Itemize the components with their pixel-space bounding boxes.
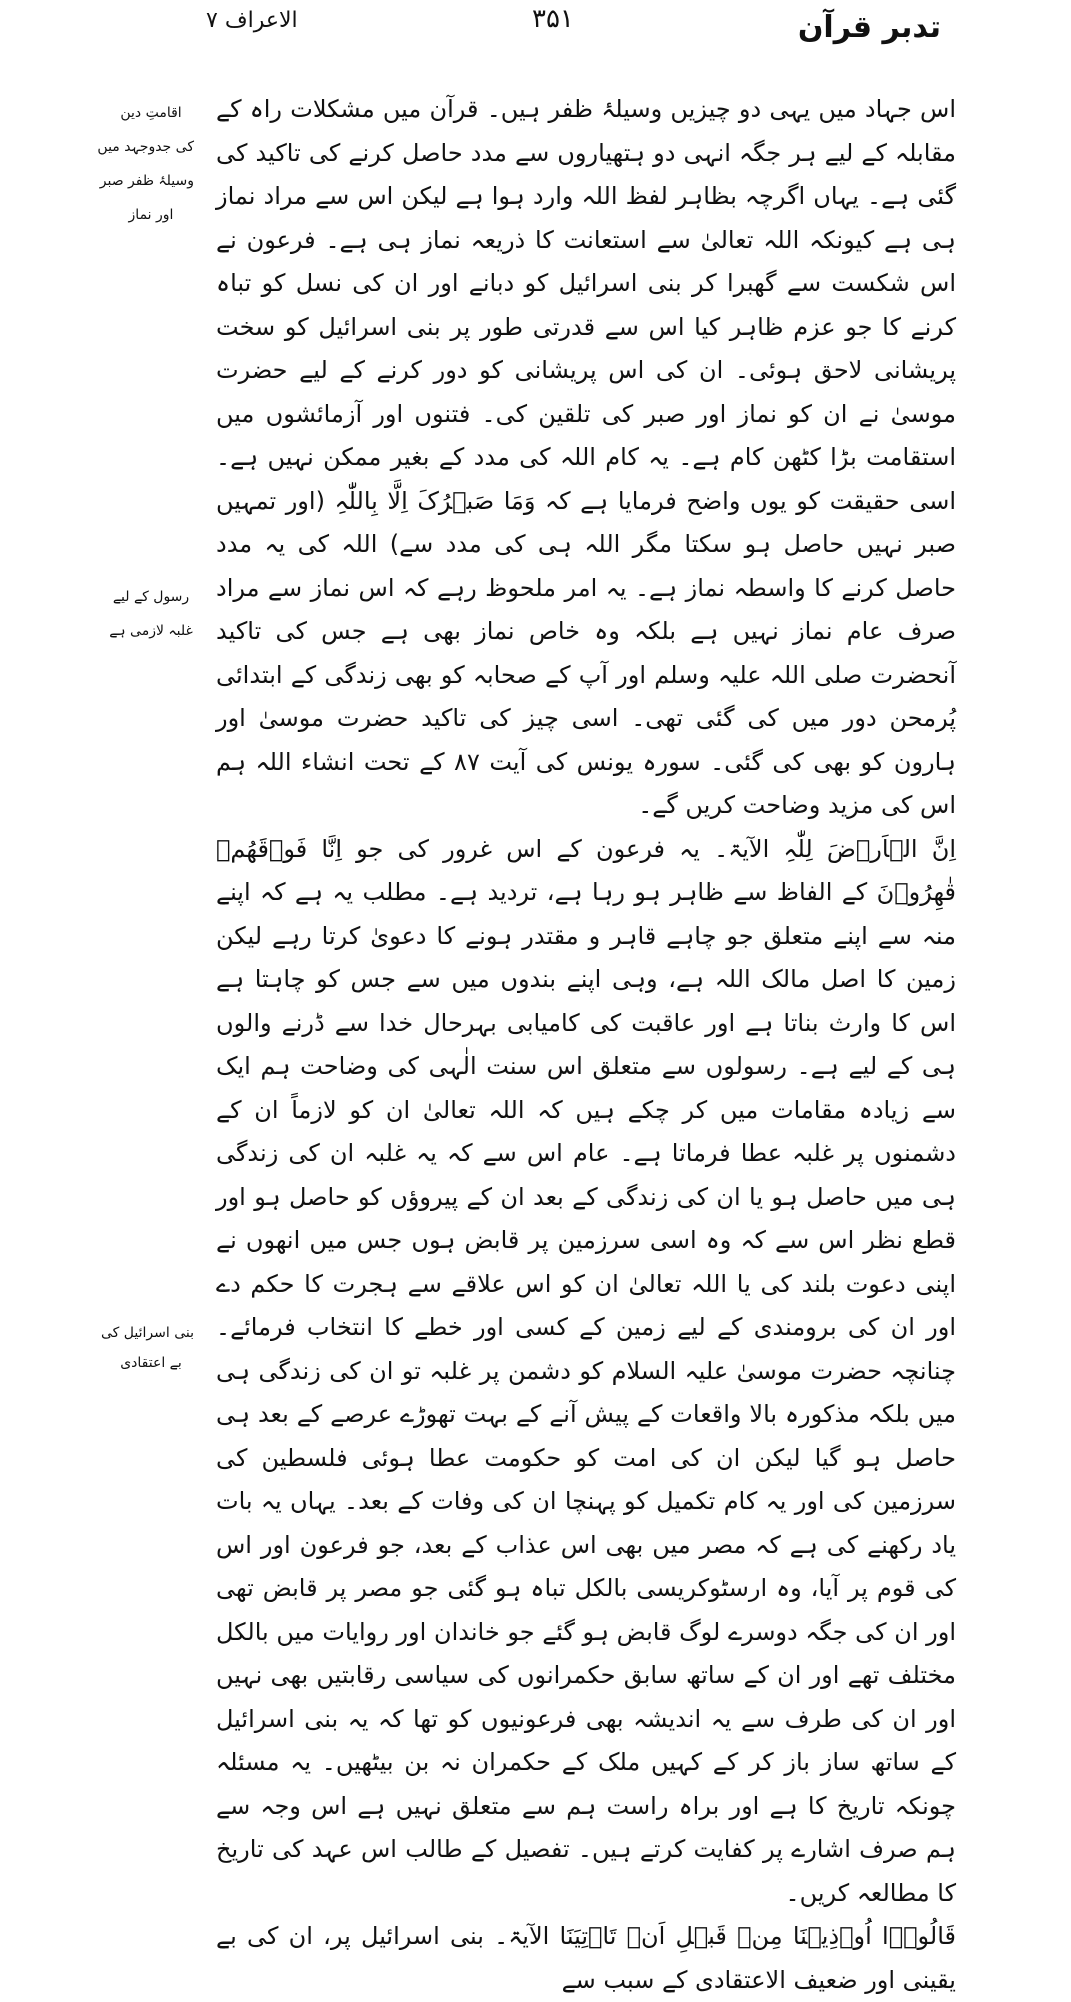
margin-note-line: وسیلۂ ظفر صبر xyxy=(99,173,194,189)
margin-note-line: بنی اسرائیل کی xyxy=(101,1325,194,1341)
margin-note-line: اقامتِ دین xyxy=(120,105,182,121)
margin-note-line: رسول کے لیے xyxy=(112,589,190,605)
margin-note-line: بے اعتقادی xyxy=(120,1355,182,1371)
margin-note-messenger-dominance xyxy=(108,580,194,648)
commentary-text xyxy=(216,88,956,2002)
margin-note-line: اور نماز xyxy=(128,207,174,223)
margin-note-establishing-religion xyxy=(97,96,194,232)
page-number: ۳۵۱ xyxy=(532,4,574,34)
page-header xyxy=(0,0,1071,60)
paragraph: اس جہاد میں یہی دو چیزیں وسیلۂ ظفر ہیں۔ قرآن میں مشکلات راہ کے مقابلہ کے لیے ہر جگہ انہی دو ہتھیاروں سے مدد حاصل کرنے کی تاکید کی گئی ہے۔ یہاں اگرچہ بظاہر لفظ اللہ وارد ہوا ہے لیکن اس سے مراد نماز ہی ہے کیونکہ اللہ تعالیٰ سے استعانت کا ذریعہ نماز ہی ہے۔ فرعون نے اس شکست سے گھبرا کر بنی اسرائیل کو دبانے اور ان کی نسل کو تباہ کرنے کا جو عزم ظاہر کیا اس سے قدرتی طور پر بنی اسرائیل کو سخت پریشانی لاحق ہوئی۔ ان کی اس پریشانی کو دور کرنے کے لیے حضرت موسیٰ نے ان کو نماز اور صبر کی تلقین کی۔ فتنوں اور آزمائشوں میں استقامت بڑا کٹھن کام ہے۔ یہ کام اللہ کی مدد کے بغیر ممکن نہیں ہے۔ اسی حقیقت کو یوں واضح فرمایا ہے کہ وَمَا صَبۡرُکَ اِلَّا بِاللّٰہِ (اور تمہیں صبر نہیں حاصل ہو سکتا مگر اللہ ہی کی مدد سے) اللہ کی یہ مدد حاصل کرنے کا واسطہ نماز ہے۔ یہ امر ملحوظ رہے کہ اس نماز سے مراد صرف عام نماز نہیں ہے بلکہ وہ خاص نماز بھی ہے جس کی تاکید آنحضرت صلی اللہ علیہ وسلم اور آپ کے صحابہ کو بھی زندگی کے ابتدائی پُرمحن دور میں کی گئی تھی۔ اسی چیز کی تاکید حضرت موسیٰ اور ہارون کو بھی کی گئی۔ سورہ یونس کی آیت ۸۷ کے تحت انشاء اللہ ہم اس کی مزید وضاحت کریں گے۔ xyxy=(216,95,956,819)
paragraph: اِنَّ الۡاَرۡضَ لِلّٰہِ الآیۃ۔ یہ فرعون کے اس غرور کی جو اِنَّا فَوۡقَهُمۡ قٰهِرُوۡنَ کے الفاظ سے ظاہر ہو رہا ہے، تردید ہے۔ مطلب یہ ہے کہ اپنے منہ سے اپنے متعلق جو چاہے قاہر و مقتدر ہونے کا دعویٰ کرتا رہے لیکن زمین کا اصل مالک اللہ ہے، وہی اپنے بندوں میں سے جس کو چاہتا ہے اس کا وارث بناتا ہے اور عاقبت کی کامیابی بہرحال خدا سے ڈرنے والوں ہی کے لیے ہے۔ رسولوں سے متعلق اس سنت الٰہی کی وضاحت ہم ایک سے زیادہ مقامات میں کر چکے ہیں کہ اللہ تعالیٰ ان کو لازماً ان کے دشمنوں پر غلبہ عطا فرماتا ہے۔ عام اس سے کہ یہ غلبہ ان کی زندگی ہی میں حاصل ہو یا ان کی زندگی کے بعد ان کے پیروؤں کو حاصل ہو اور قطع نظر اس سے کہ وہ اسی سرزمین پر قابض ہوں جس میں انھوں نے اپنی دعوت بلند کی یا اللہ تعالیٰ ان کو اس علاقے سے ہجرت کا حکم دے اور ان کی برومندی کے لیے زمین کے کسی اور خطے کا انتخاب فرمائے۔ چنانچہ حضرت موسیٰ علیہ السلام کو دشمن پر غلبہ تو ان کی زندگی ہی میں بلکہ مذکورہ بالا واقعات کے پیش آنے کے بہت تھوڑے عرصے کے بعد ہی حاصل ہو گیا لیکن ان کی امت کو حکومت عطا ہوئی فلسطین کی سرزمین کی اور یہ کام تکمیل کو پہنچا ان کی وفات کے بعد۔ یہاں یہ بات یاد رکھنے کی ہے کہ مصر میں بھی اس عذاب کے بعد، جو فرعون اور اس کی قوم پر آیا، وہ ارسٹوکریسی بالکل تباہ ہو گئی جو مصر پر قابض تھی اور ان کی جگہ دوسرے لوگ قابض ہو گئے جو خاندان اور روایات میں بالکل مختلف تھے اور ان کے ساتھ سابق حکمرانوں کی سیاسی رقابتیں بھی نہیں اور ان کی طرف سے یہ اندیشہ بھی فرعونیوں کو تھا کہ یہ بنی اسرائیل کے ساتھ ساز باز کر کے کہیں ملک کے حکمران نہ بن بیٹھیں۔ یہ مسئلہ چونکہ تاریخ کا ہے اور براہ راست ہم سے متعلق نہیں ہے اس وجہ سے ہم صرف اشارے پر کفایت کرتے ہیں۔ تفصیل کے طالب اس عہد کی تاریخ کا مطالعہ کریں۔ xyxy=(216,834,956,1907)
surah-name: الاعراف ۷ xyxy=(206,8,298,33)
margin-note-line: غلبہ لازمی ہے xyxy=(109,623,193,639)
margin-note-israelites-disbelief xyxy=(101,1318,194,1378)
margin-note-line: کی جدوجہد میں xyxy=(97,139,194,155)
paragraph: قَالُوۡۤا اُوۡذِیۡنَا مِنۡ قَبۡلِ اَنۡ تَاۡتِیَنَا الآیۃ۔ بنی اسرائیل پر، ان کی بے یقینی اور ضعیف الاعتقادی کے سبب سے xyxy=(216,1922,956,1994)
book-title: تدبر قرآن xyxy=(797,10,941,45)
